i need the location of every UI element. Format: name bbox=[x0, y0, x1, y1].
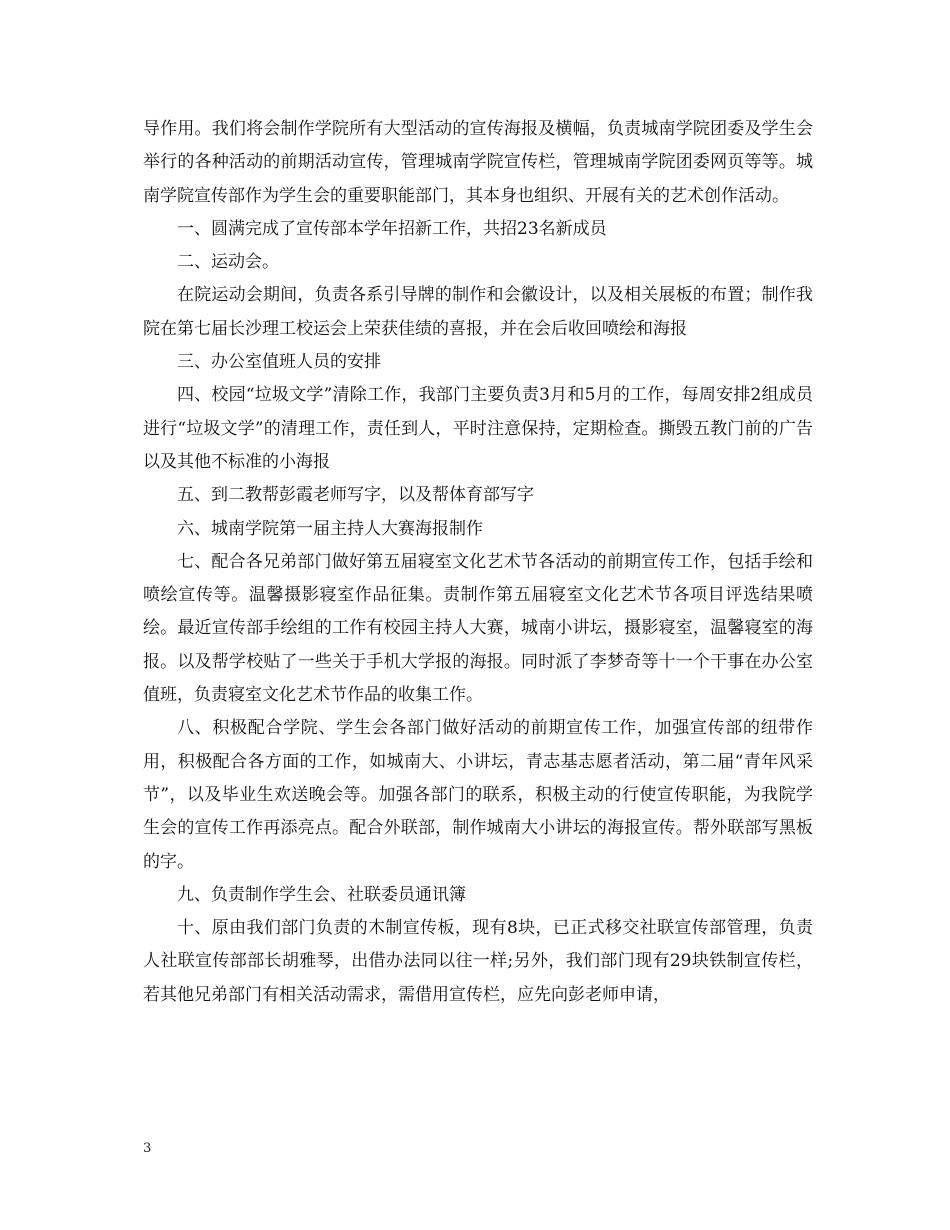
paragraph: 七、配合各兄弟部门做好第五届寝室文化艺术节各活动的前期宣传工作，包括手绘和喷绘宣传等。温馨摄影寝室作品征集。责制作第五届寝室文化艺术节各项目评选结果喷绘。最近宣传部手绘组的工作有校园主持人大赛，城南小讲坛，摄影寝室，温馨寝室的海报。以及帮学校贴了一些关于手机大学报的海报。同时派了李梦奇等十一个干事在办公室值班，负责寝室文化艺术节作品的收集工作。 bbox=[143, 551, 813, 706]
paragraph: 在院运动会期间，负责各系引导牌的制作和会徽设计，以及相关展板的布置；制作我院在第七届长沙理工校运会上荣获佳绩的喜报，并在会后收回喷绘和海报 bbox=[143, 285, 813, 339]
paragraph: 二、运动会。 bbox=[177, 252, 279, 273]
paragraph: 四、校园“垃圾文学”清除工作，我部门主要负责3月和5月的工作，每周安排2组成员进行“垃圾文学”的清理工作，责任到人，平时注意保持，定期检查。撕毁五教门前的广告以及其他不标准的小海报 bbox=[143, 385, 813, 472]
paragraph: 导作用。我们将会制作学院所有大型活动的宣传海报及横幅，负责城南学院团委及学生会举行的各种活动的前期活动宣传，管理城南学院宣传栏，管理城南学院团委网页等等。城南学院宣传部作为学生会的重要职能部门，其本身也组织、开展有关的艺术创作活动。 bbox=[143, 119, 813, 206]
paragraph: 十、原由我们部门负责的木制宣传板，现有8块，已正式移交社联宣传部管理，负责人社联宣传部部长胡雅琴，出借办法同以往一样;另外，我们部门现有29块铁制宣传栏，若其他兄弟部门有相关活动需求，需借用宣传栏，应先向彭老师申请， bbox=[143, 918, 813, 1005]
page-number: 3 bbox=[143, 1141, 152, 1156]
paragraph: 八、积极配合学院、学生会各部门做好活动的前期宣传工作，加强宣传部的纽带作用，积极配合各方面的工作，如城南大、小讲坛，青志基志愿者活动，第二届“青年风采节”，以及毕业生欢送晚会等。加强各部门的联系，积极主动的行使宣传职能，为我院学生会的宣传工作再添亮点。配合外联部，制作城南大小讲坛的海报宣传。帮外联部写黑板的字。 bbox=[143, 718, 813, 872]
paragraph: 六、城南学院第一届主持人大赛海报制作 bbox=[177, 518, 483, 539]
paragraph: 五、到二教帮彭霞老师写字，以及帮体育部写字 bbox=[177, 485, 534, 506]
paragraph: 一、圆满完成了宣传部本学年招新工作，共招23名新成员 bbox=[177, 218, 607, 239]
paragraph: 九、负责制作学生会、社联委员通讯簿 bbox=[177, 884, 466, 905]
paragraph: 三、办公室值班人员的安排 bbox=[177, 352, 381, 373]
document-body bbox=[143, 113, 813, 1012]
